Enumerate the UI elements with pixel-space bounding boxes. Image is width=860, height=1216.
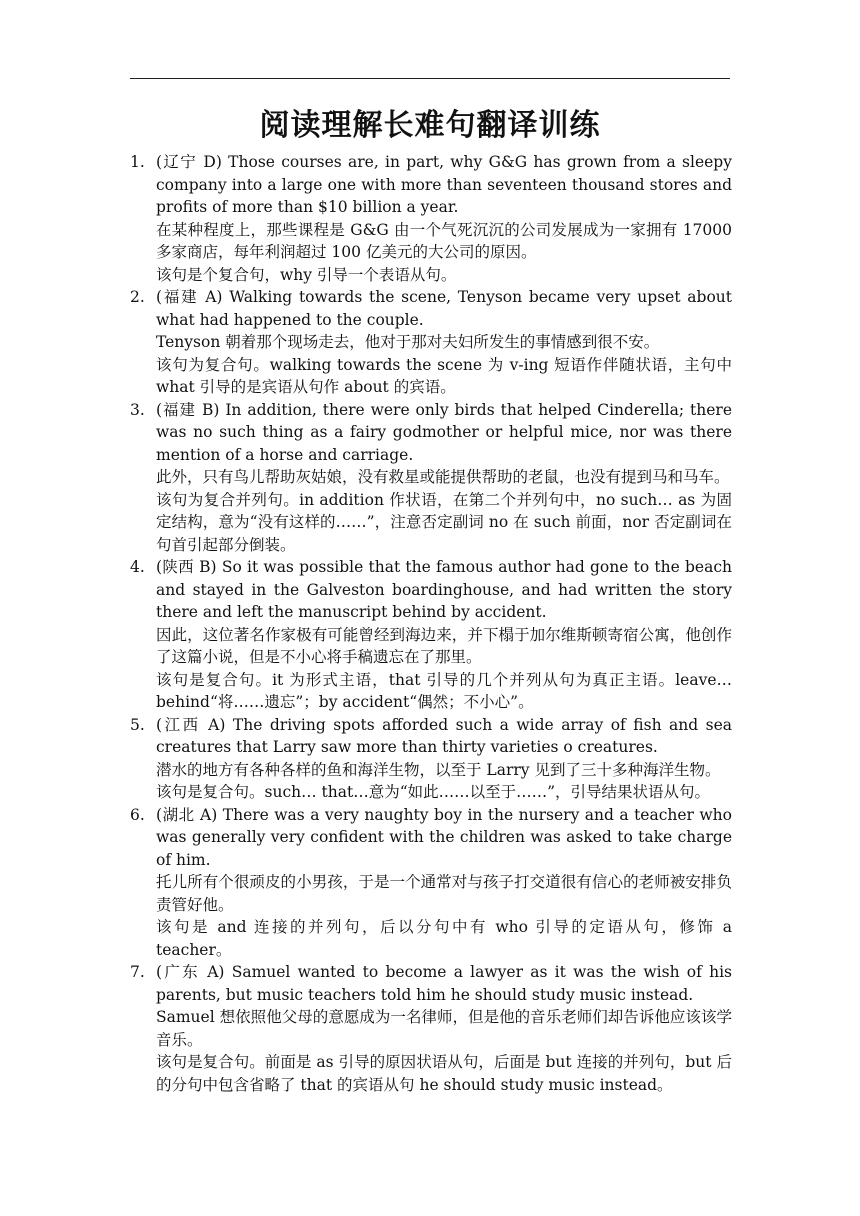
item-analysis: 该句是复合句。it 为形式主语，that 引导的几个并列从句为真正主语。leave… behind“将……遗忘”；by accident“偶然；不小心”。 bbox=[156, 670, 732, 711]
header-rule bbox=[130, 78, 730, 79]
item-source: (湖北 A) bbox=[156, 805, 218, 824]
list-item bbox=[130, 151, 732, 286]
list-item bbox=[130, 556, 732, 714]
sentence-text: There was a very naughty boy in the nursery and a teacher who was generally very confident with the children was asked to take charge of him. bbox=[156, 805, 732, 869]
list-item bbox=[130, 804, 732, 962]
item-translation: 因此，这位著名作家极有可能曾经到海边来，并下榻于加尔维斯顿寄宿公寓，他创作了这篇小说，但是不小心将手稿遗忘在了那里。 bbox=[156, 625, 732, 666]
item-number: 2. bbox=[130, 288, 145, 306]
sentence-text: Samuel wanted to become a lawyer as it was the wish of his parents, but music teachers told him he should study music instead. bbox=[156, 963, 733, 1004]
item-analysis: 该句是 and 连接的并列句，后以分句中有 who 引导的定语从句，修饰 a teacher。 bbox=[156, 918, 732, 959]
item-sentence bbox=[156, 804, 732, 872]
item-analysis: 该句为复合句。walking towards the scene 为 v-ing 短语作伴随状语，主句中 what 引导的是宾语从句作 about 的宾语。 bbox=[156, 355, 732, 396]
item-source: (福建 B) bbox=[156, 400, 220, 419]
item-analysis: 该句是复合句。such… that…意为“如此……以至于……”，引导结果状语从句。 bbox=[156, 783, 711, 801]
item-source: (陕西 B) bbox=[156, 558, 217, 576]
item-source: (广东 A) bbox=[156, 963, 225, 981]
list-item bbox=[130, 961, 732, 1096]
sentence-list bbox=[130, 151, 732, 1096]
item-number: 4. bbox=[130, 558, 145, 576]
sentence-text: So it was possible that the famous author had gone to the beach and stayed in the Galveston boardinghouse, and had written the story there and left the manuscript behind by accident. bbox=[156, 558, 732, 621]
item-sentence bbox=[156, 399, 732, 467]
item-analysis: 该句是个复合句，why 引导一个表语从句。 bbox=[156, 265, 457, 284]
item-sentence bbox=[156, 556, 732, 624]
item-sentence bbox=[156, 286, 732, 331]
item-number: 6. bbox=[130, 805, 145, 824]
item-analysis: 该句是复合句。前面是 as 引导的原因状语从句，后面是 but 连接的并列句，but 后的分句中包含省略了 that 的宾语从句 he should study music instead。 bbox=[156, 1053, 732, 1094]
list-item bbox=[130, 286, 732, 399]
list-item bbox=[130, 714, 732, 804]
item-number: 7. bbox=[130, 963, 145, 981]
item-number: 1. bbox=[130, 153, 145, 171]
item-translation: 托儿所有个很顽皮的小男孩，于是一个通常对与孩子打交道很有信心的老师被安排负责管好他。 bbox=[156, 873, 732, 914]
item-source: (福建 A) bbox=[156, 288, 223, 306]
item-sentence bbox=[156, 714, 732, 759]
item-sentence bbox=[156, 151, 732, 219]
item-number: 5. bbox=[130, 715, 145, 734]
item-translation: 在某种程度上，那些课程是 G&G 由一个气死沉沉的公司发展成为一家拥有 17000 多家商店，每年利润超过 100 亿美元的大公司的原因。 bbox=[156, 220, 732, 261]
item-translation: Samuel 想依照他父母的意愿成为一名律师，但是他的音乐老师们却告诉他应该该学音乐。 bbox=[156, 1008, 732, 1049]
page-title: 阅读理解长难句翻译训练 bbox=[259, 108, 601, 143]
item-translation: 潜水的地方有各种各样的鱼和海洋生物，以至于 Larry 见到了三十多种海洋生物。 bbox=[156, 760, 721, 779]
item-analysis: 该句为复合并列句。in addition 作状语，在第二个并列句中，no such… as 为固定结构，意为“没有这样的……”，注意否定副词 no 在 such 前面，nor 否定副词在句首引起部分倒装。 bbox=[156, 490, 732, 554]
item-source: (江西 A) bbox=[156, 715, 226, 734]
sentence-text: Those courses are, in part, why G&G has grown from a sleepy company into a large one with more than seventeen thousand stores and profits of more than $10 billion a year. bbox=[156, 153, 732, 216]
item-translation: 此外，只有鸟儿帮助灰姑娘，没有救星或能提供帮助的老鼠，也没有提到马和马车。 bbox=[156, 468, 730, 486]
item-source: (辽宁 D) bbox=[156, 153, 222, 171]
sentence-text: The driving spots afforded such a wide array of fish and sea creatures that Larry saw more than thirty varieties o creatures. bbox=[156, 715, 733, 756]
item-translation: Tenyson 朝着那个现场走去，他对于那对夫妇所发生的事情感到很不安。 bbox=[156, 333, 660, 351]
item-number: 3. bbox=[130, 400, 145, 419]
sentence-text: Walking towards the scene, Tenyson became very upset about what had happened to the couple. bbox=[156, 288, 732, 329]
list-item bbox=[130, 399, 732, 557]
sentence-text: In addition, there were only birds that helped Cinderella; there was no such thing as a fairy godmother or helpful mice, nor was there mention of a horse and carriage. bbox=[156, 400, 732, 464]
item-sentence bbox=[156, 961, 732, 1006]
